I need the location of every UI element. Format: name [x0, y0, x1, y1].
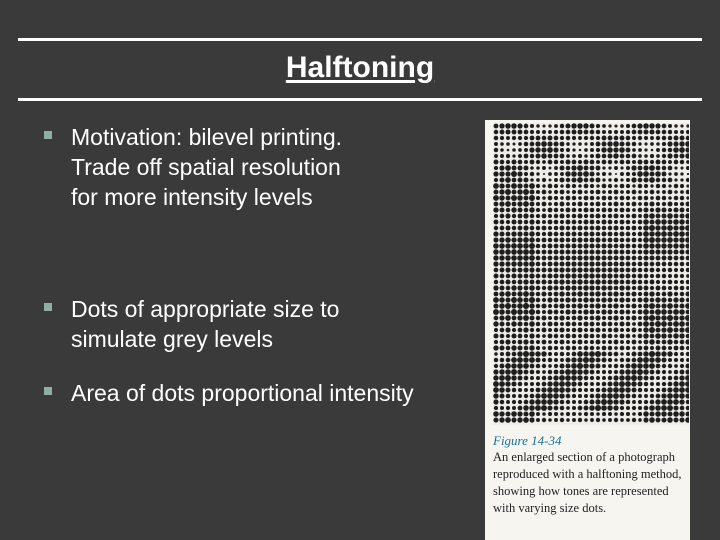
slide-title: Halftoning [285, 51, 435, 84]
bullet-square-icon [44, 131, 52, 139]
title-bottom-rule [18, 98, 702, 101]
bullet-text: Area of dots proportional intensity [71, 380, 414, 406]
bullet-text: Motivation: bilevel printing. Trade off spatial resolution for more intensity levels [71, 124, 343, 210]
bullet-square-icon [44, 303, 52, 311]
bullet-text: Dots of appropriate size to simulate grey levels [71, 296, 340, 352]
bullet-item [44, 122, 514, 212]
figure-caption [493, 432, 689, 517]
halftone-figure [485, 120, 690, 540]
bullet-item [44, 378, 504, 408]
bullet-square-icon [44, 387, 52, 395]
figure-caption-text: An enlarged section of a photograph reproduced with a halftoning method, showing how tones are represented with varying size dots. [493, 450, 682, 515]
figure-label: Figure 14-34 [493, 433, 562, 448]
bullet-item [44, 294, 514, 354]
title-top-rule [18, 38, 702, 41]
halftone-photo [493, 123, 689, 425]
